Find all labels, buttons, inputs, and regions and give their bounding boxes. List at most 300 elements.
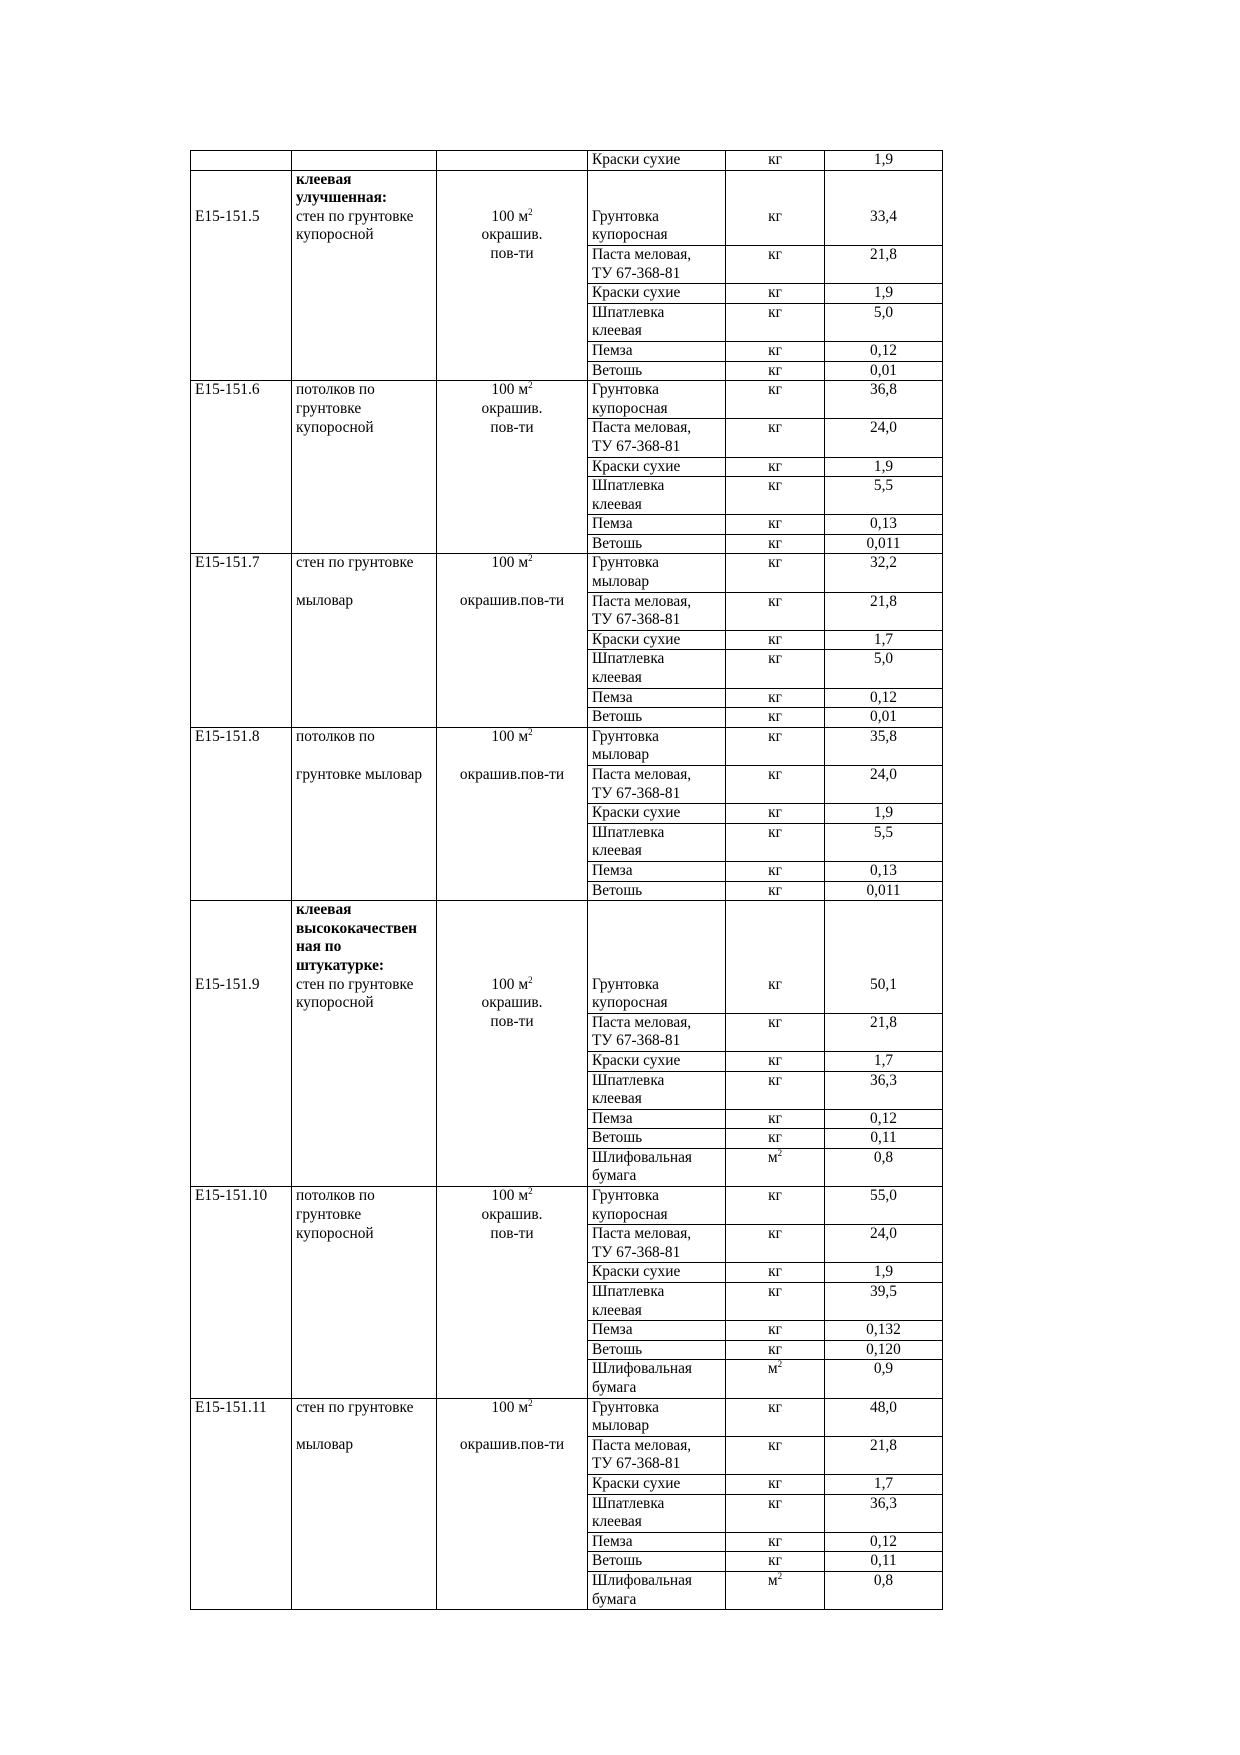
unit-cell — [437, 1013, 588, 1051]
spacer — [829, 920, 938, 939]
unit-cell — [437, 630, 588, 650]
material-unit-cell — [726, 381, 825, 419]
spacer — [592, 938, 721, 957]
norm-value-cell — [825, 708, 943, 728]
material-unit-cell — [726, 1321, 825, 1341]
name-cell — [292, 630, 437, 650]
norm-value: 0,13 — [870, 861, 897, 879]
material-name: Пемза — [592, 861, 633, 879]
code-cell — [191, 727, 292, 765]
material-unit-cell — [726, 1436, 825, 1474]
material-name: Паста меловая, — [592, 1225, 692, 1243]
unit-text: кг — [768, 381, 782, 399]
material-cell — [588, 1263, 726, 1283]
material-name: Краски сухие — [592, 1263, 681, 1281]
code-cell — [191, 1360, 292, 1398]
unit-cell — [437, 361, 588, 381]
unit-cell — [437, 1532, 588, 1552]
name-cell — [292, 766, 437, 804]
unit-cell — [437, 1071, 588, 1109]
name-line: стен по грунтовке — [296, 207, 414, 225]
name-cell — [292, 1283, 437, 1321]
material-cell — [588, 1283, 726, 1321]
table-row — [191, 688, 943, 708]
norm-value-cell — [825, 650, 943, 688]
material-unit-cell — [726, 1071, 825, 1109]
unit-text: кг — [768, 1283, 782, 1301]
material-unit-cell — [726, 554, 825, 592]
unit-line: 100 $м^2$ — [491, 974, 533, 993]
norm-value-cell — [825, 1532, 943, 1552]
unit-superscript: 2 — [528, 380, 533, 391]
unit-text: кг — [768, 284, 782, 302]
norm-value: 5,0 — [873, 303, 894, 321]
material-name: Шпатлевка — [592, 823, 665, 841]
spacer — [195, 901, 287, 920]
code-cell — [191, 1225, 292, 1263]
code-cell — [191, 1494, 292, 1532]
material-unit-cell — [726, 804, 825, 824]
name-cell — [292, 341, 437, 361]
name-cell — [292, 1494, 437, 1532]
name-cell — [292, 361, 437, 381]
unit-text: кг — [768, 1494, 782, 1512]
material-name: купоросная — [592, 226, 668, 244]
norm-value: 5,5 — [873, 477, 894, 495]
norm-value-cell — [825, 804, 943, 824]
norm-value: 0,01 — [870, 708, 897, 726]
material-cell — [588, 303, 726, 341]
code-cell — [191, 341, 292, 361]
material-name: Пемза — [592, 1532, 633, 1550]
norm-code: Е15-151.5 — [195, 207, 260, 225]
spacer — [730, 901, 820, 920]
code-cell — [191, 151, 292, 171]
table-row — [191, 170, 943, 245]
material-name: Грунтовка — [592, 1398, 659, 1416]
norm-value: 0,011 — [866, 881, 901, 899]
unit-text: $м^2$ — [767, 1148, 783, 1166]
material-name: Краски сухие — [592, 284, 681, 302]
unit-text: кг — [768, 361, 782, 379]
spacer — [195, 957, 287, 976]
table-row — [191, 303, 943, 341]
norm-value-cell — [825, 1013, 943, 1051]
material-unit-cell — [726, 170, 825, 245]
material-unit-cell — [726, 1398, 825, 1436]
unit-line: 100 $м^2$ — [491, 1398, 533, 1416]
norm-value: 21,8 — [870, 245, 897, 263]
norm-value-cell — [825, 1109, 943, 1129]
unit-text: кг — [768, 1474, 782, 1492]
unit-text: кг — [768, 1532, 782, 1550]
material-name: Краски сухие — [592, 804, 681, 822]
unit-cell — [437, 766, 588, 804]
norm-value-cell — [825, 901, 943, 1014]
spacer — [730, 171, 820, 190]
material-name: Пемза — [592, 341, 633, 359]
name-cell — [292, 1013, 437, 1051]
unit-cell — [437, 341, 588, 361]
unit-cell — [437, 457, 588, 477]
unit-cell — [437, 381, 588, 419]
table-row — [191, 727, 943, 765]
unit-text: кг — [768, 1109, 782, 1127]
norm-value-cell — [825, 592, 943, 630]
norm-value: 0,11 — [870, 1552, 897, 1570]
group-heading: клеевая — [296, 170, 352, 188]
material-name: Пемза — [592, 688, 633, 706]
table-row — [191, 1436, 943, 1474]
material-name: Паста меловая, — [592, 592, 692, 610]
spacer — [730, 938, 820, 957]
code-cell — [191, 1148, 292, 1186]
material-name: Шпатлевка — [592, 303, 665, 321]
material-unit-cell — [726, 708, 825, 728]
norm-value-cell — [825, 381, 943, 419]
table-row — [191, 881, 943, 901]
name-cell — [292, 650, 437, 688]
table-body — [191, 151, 943, 1610]
spacer — [195, 189, 287, 208]
code-cell — [191, 554, 292, 592]
unit-cell — [437, 1129, 588, 1149]
code-cell — [191, 1340, 292, 1360]
material-name: Грунтовка — [592, 727, 659, 745]
code-cell — [191, 901, 292, 1014]
table-row — [191, 1013, 943, 1051]
unit-cell — [437, 861, 588, 881]
material-cell — [588, 170, 726, 245]
unit-cell — [437, 1360, 588, 1398]
unit-line — [441, 573, 583, 592]
name-cell — [292, 861, 437, 881]
material-cell — [588, 1148, 726, 1186]
code-cell — [191, 1571, 292, 1609]
name-cell — [292, 1532, 437, 1552]
norm-value-cell — [825, 1321, 943, 1341]
name-cell — [292, 1109, 437, 1129]
code-cell — [191, 708, 292, 728]
unit-text: кг — [768, 592, 782, 610]
table-row — [191, 823, 943, 861]
material-name: Грунтовка — [592, 1187, 659, 1205]
norm-value: 1,9 — [873, 804, 894, 822]
norm-value: 39,5 — [870, 1283, 897, 1301]
material-unit-cell — [726, 688, 825, 708]
unit-text: кг — [768, 457, 782, 475]
material-name: клеевая — [592, 495, 642, 513]
group-heading: штукатурке: — [296, 956, 385, 974]
name-line: стен по грунтовке — [296, 554, 414, 572]
norm-value-cell — [825, 1340, 943, 1360]
spacer — [441, 171, 583, 190]
code-cell — [191, 1398, 292, 1436]
material-unit-cell — [726, 1129, 825, 1149]
material-cell — [588, 1340, 726, 1360]
norm-value-cell — [825, 1225, 943, 1263]
norm-value-cell — [825, 1398, 943, 1436]
unit-cell — [437, 1340, 588, 1360]
unit-line: окрашив.пов-ти — [459, 1436, 565, 1454]
material-cell — [588, 688, 726, 708]
material-unit-cell — [726, 901, 825, 1014]
norm-value: 24,0 — [870, 1225, 897, 1243]
material-name: Пемза — [592, 1321, 633, 1339]
table-row — [191, 245, 943, 283]
norm-value: 21,8 — [870, 1013, 897, 1031]
unit-cell — [437, 1051, 588, 1071]
material-unit-cell — [726, 630, 825, 650]
unit-text: кг — [768, 341, 782, 359]
norm-value-cell — [825, 630, 943, 650]
code-cell — [191, 1109, 292, 1129]
name-line — [296, 746, 432, 765]
unit-text: кг — [768, 1321, 782, 1339]
unit-cell — [437, 650, 588, 688]
material-unit-cell — [726, 419, 825, 457]
material-name: ТУ 67-368-81 — [592, 1243, 681, 1261]
norm-value-cell — [825, 1436, 943, 1474]
norm-value-cell — [825, 1263, 943, 1283]
unit-text: кг — [768, 1398, 782, 1416]
table-row — [191, 1398, 943, 1436]
material-cell — [588, 1532, 726, 1552]
table-row — [191, 1283, 943, 1321]
norm-value-cell — [825, 1129, 943, 1149]
material-name: Краски сухие — [592, 1051, 681, 1069]
norm-value: 24,0 — [870, 766, 897, 783]
norm-code: Е15-151.9 — [195, 975, 260, 993]
name-cell — [292, 881, 437, 901]
material-cell — [588, 823, 726, 861]
unit-cell — [437, 1321, 588, 1341]
unit-cell — [437, 708, 588, 728]
unit-cell — [437, 1474, 588, 1494]
unit-superscript: 2 — [528, 1186, 533, 1197]
unit-line: 100 $м^2$ — [491, 206, 533, 225]
name-cell — [292, 1225, 437, 1263]
material-name: купоросная — [592, 399, 668, 417]
name-cell — [292, 1321, 437, 1341]
unit-cell — [437, 1263, 588, 1283]
material-unit-cell — [726, 515, 825, 535]
norm-value-cell — [825, 554, 943, 592]
name-line: потолков по — [296, 1187, 375, 1205]
name-cell — [292, 1071, 437, 1109]
name-line: стен по грунтовке — [296, 975, 414, 993]
name-cell — [292, 592, 437, 630]
unit-text: кг — [768, 861, 782, 879]
norm-value: 0,011 — [866, 534, 901, 552]
material-name: бумага — [592, 1167, 637, 1185]
norm-value: 0,9 — [873, 1360, 894, 1378]
material-name: Краски сухие — [592, 1474, 681, 1492]
norm-value: 33,4 — [870, 207, 897, 225]
material-unit-cell — [726, 592, 825, 630]
norm-value-cell — [825, 419, 943, 457]
material-cell — [588, 1494, 726, 1532]
unit-text: кг — [768, 975, 782, 993]
material-name: клеевая — [592, 322, 642, 340]
unit-text: $м^2$ — [767, 1571, 783, 1589]
unit-line: окрашив.пов-ти — [459, 592, 565, 610]
material-unit-cell — [726, 861, 825, 881]
unit-cell — [437, 1283, 588, 1321]
unit-text: кг — [768, 688, 782, 706]
norm-value-cell — [825, 861, 943, 881]
material-name: мыловар — [592, 1417, 650, 1435]
material-cell — [588, 1436, 726, 1474]
norm-value-cell — [825, 303, 943, 341]
norm-value: 0,12 — [870, 1532, 897, 1550]
unit-line: пов-ти — [490, 245, 534, 263]
material-name: мыловар — [592, 573, 650, 591]
unit-cell — [437, 303, 588, 341]
material-cell — [588, 630, 726, 650]
material-cell — [588, 1013, 726, 1051]
material-cell — [588, 881, 726, 901]
unit-superscript: 2 — [777, 1359, 783, 1370]
spacer — [441, 901, 583, 920]
name-cell — [292, 1474, 437, 1494]
table-row — [191, 1532, 943, 1552]
spacer — [829, 938, 938, 957]
unit-line: окрашив. — [481, 399, 543, 417]
spacer — [592, 957, 721, 976]
materials-norms-table — [190, 150, 943, 1610]
table-row — [191, 1187, 943, 1225]
table-row — [191, 534, 943, 554]
unit-text: кг — [768, 766, 782, 783]
material-name: Паста меловая, — [592, 419, 692, 437]
name-line: купоросной — [296, 418, 374, 436]
material-name: ТУ 67-368-81 — [592, 1032, 681, 1050]
material-unit-cell — [726, 284, 825, 304]
name-cell — [292, 823, 437, 861]
table-row — [191, 650, 943, 688]
unit-line: 100 $м^2$ — [491, 553, 533, 572]
name-cell — [292, 151, 437, 171]
group-heading: клеевая — [296, 901, 352, 919]
material-unit-cell — [726, 1474, 825, 1494]
norm-value: 0,12 — [870, 688, 897, 706]
unit-cell — [437, 1148, 588, 1186]
norm-value-cell — [825, 1571, 943, 1609]
material-name: Пемза — [592, 1109, 633, 1127]
material-cell — [588, 1071, 726, 1109]
name-line — [296, 573, 432, 592]
code-cell — [191, 457, 292, 477]
unit-cell — [437, 1436, 588, 1474]
code-cell — [191, 361, 292, 381]
material-name: Ветошь — [592, 534, 643, 552]
norm-value: 0,01 — [870, 361, 897, 379]
unit-cell — [437, 534, 588, 554]
material-cell — [588, 284, 726, 304]
unit-line — [441, 1417, 583, 1436]
table-row — [191, 515, 943, 535]
code-cell — [191, 1051, 292, 1071]
material-name: Шпатлевка — [592, 1071, 665, 1089]
code-cell — [191, 1552, 292, 1572]
table-row — [191, 1109, 943, 1129]
material-cell — [588, 554, 726, 592]
spacer — [592, 189, 721, 208]
material-unit-cell — [726, 823, 825, 861]
table-row — [191, 1494, 943, 1532]
material-unit-cell — [726, 1360, 825, 1398]
spacer — [441, 189, 583, 208]
norm-value: 55,0 — [870, 1187, 897, 1205]
group-heading: ная по — [296, 938, 342, 956]
name-cell — [292, 170, 437, 245]
material-cell — [588, 419, 726, 457]
norm-value: 0,13 — [870, 515, 897, 533]
spacer — [592, 171, 721, 190]
table-row — [191, 1071, 943, 1109]
material-name: Паста меловая, — [592, 245, 692, 263]
material-unit-cell — [726, 1283, 825, 1321]
material-name: Паста меловая, — [592, 766, 692, 783]
material-unit-cell — [726, 534, 825, 554]
material-name: Шлифовальная — [592, 1360, 692, 1378]
material-cell — [588, 1398, 726, 1436]
table-row — [191, 1051, 943, 1071]
norm-value: 0,12 — [870, 341, 897, 359]
material-name: Краски сухие — [592, 630, 681, 648]
name-cell — [292, 1360, 437, 1398]
unit-text: кг — [768, 1071, 782, 1089]
spacer — [441, 920, 583, 939]
material-unit-cell — [726, 457, 825, 477]
material-cell — [588, 1571, 726, 1609]
material-cell — [588, 1051, 726, 1071]
unit-text: кг — [768, 207, 782, 225]
material-unit-cell — [726, 1051, 825, 1071]
material-unit-cell — [726, 361, 825, 381]
table-row — [191, 1552, 943, 1572]
material-cell — [588, 1360, 726, 1398]
spacer — [592, 920, 721, 939]
material-unit-cell — [726, 1187, 825, 1225]
name-line: купоросной — [296, 994, 374, 1012]
unit-text: кг — [768, 477, 782, 495]
material-cell — [588, 804, 726, 824]
norm-value-cell — [825, 170, 943, 245]
unit-text: кг — [768, 534, 782, 552]
material-unit-cell — [726, 1148, 825, 1186]
material-name: купоросная — [592, 1205, 668, 1223]
name-cell — [292, 554, 437, 592]
unit-text: кг — [768, 1051, 782, 1069]
norm-value-cell — [825, 1360, 943, 1398]
unit-cell — [437, 804, 588, 824]
norm-value: 5,0 — [873, 650, 894, 668]
code-cell — [191, 1071, 292, 1109]
name-cell — [292, 1552, 437, 1572]
material-name: бумага — [592, 1379, 637, 1396]
material-unit-cell — [726, 1109, 825, 1129]
norm-value: 0,8 — [873, 1571, 894, 1589]
code-cell — [191, 804, 292, 824]
table-row — [191, 341, 943, 361]
norm-value-cell — [825, 1051, 943, 1071]
table-row — [191, 457, 943, 477]
material-unit-cell — [726, 1263, 825, 1283]
unit-cell — [437, 901, 588, 1014]
unit-text: кг — [768, 630, 782, 648]
